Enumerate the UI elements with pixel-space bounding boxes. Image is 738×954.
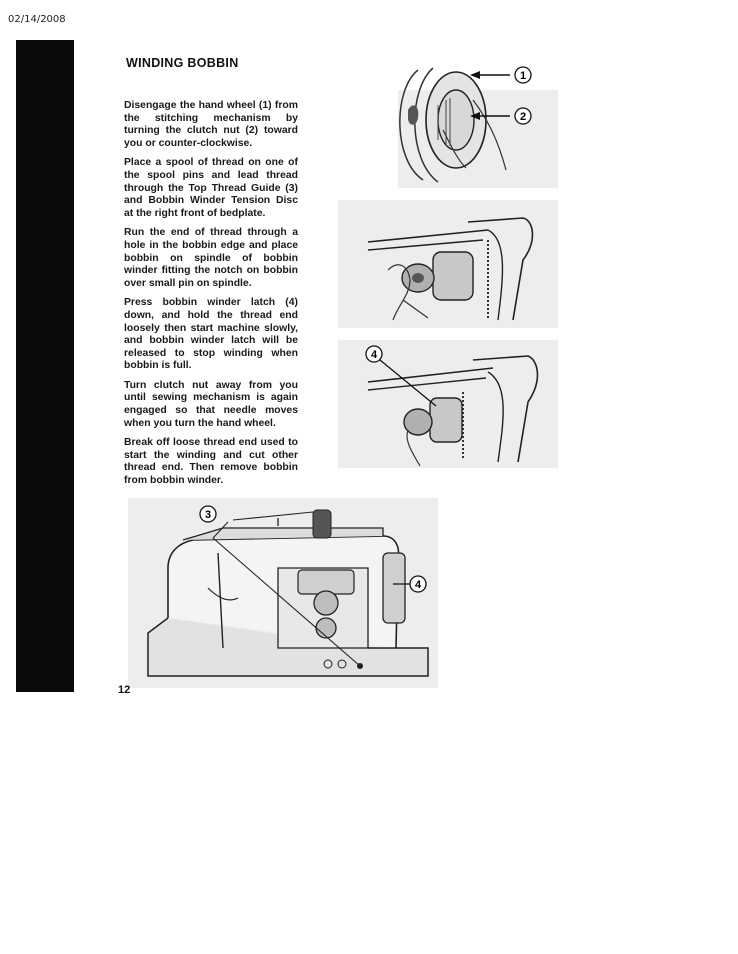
section-title: WINDING BOBBIN: [126, 56, 239, 70]
callout-1: [470, 67, 531, 83]
bobbin-latch-figure: [338, 340, 558, 468]
sewing-machine-figure: [128, 498, 438, 688]
bobbin-winder-illustration: [338, 200, 558, 328]
callout-3-label: 3: [204, 509, 212, 521]
callout-2-label: 2: [519, 111, 527, 123]
sewing-machine-illustration: [128, 498, 438, 688]
date-stamp: 02/14/2008: [8, 14, 66, 25]
page-number: 12: [118, 684, 131, 693]
paragraph-place-spool: Place a spool of thread on one of the spool pins and lead thread through the Top Thread Guide (3) and Bobbin Winder Tension Disc at the right front of bedplate.: [124, 157, 298, 219]
paragraph-break-thread: Break off loose thread end used to start the winding and cut other thread end. Then remove bobbin from bobbin winder.: [124, 437, 298, 487]
bobbin-latch-illustration: [338, 340, 558, 468]
hand-wheel-illustration: [338, 60, 558, 188]
callout-4-label: 4: [370, 349, 378, 361]
hand-wheel-figure: [338, 60, 558, 188]
paragraph-disengage: Disengage the hand wheel (1) from the stitching mechanism by turning the clutch nut (2) toward you or counter-clockwise.: [124, 100, 298, 149]
paragraph-run-thread: Run the end of thread through a hole in the bobbin edge and place bobbin on spindle of bobbin winder fitting the notch on bobbin over small pin on spindle.: [124, 227, 298, 289]
callout-1-label: 1: [519, 70, 527, 82]
instructions-text: [124, 100, 298, 495]
scan-edge-bar: [16, 40, 74, 692]
callout-4-machine-label: 4: [414, 579, 422, 591]
paragraph-turn-clutch: Turn clutch nut away from you until sewing mechanism is again engaged so that needle moves when you turn the hand wheel.: [124, 379, 298, 429]
paragraph-press-latch: Press bobbin winder latch (4) down, and hold the thread end loosely then start machine slowly, and bobbin winder latch will be released to stop winding when bobbin is full.: [124, 297, 298, 372]
callout-3: [200, 506, 216, 522]
bobbin-winder-figure: [338, 200, 558, 328]
